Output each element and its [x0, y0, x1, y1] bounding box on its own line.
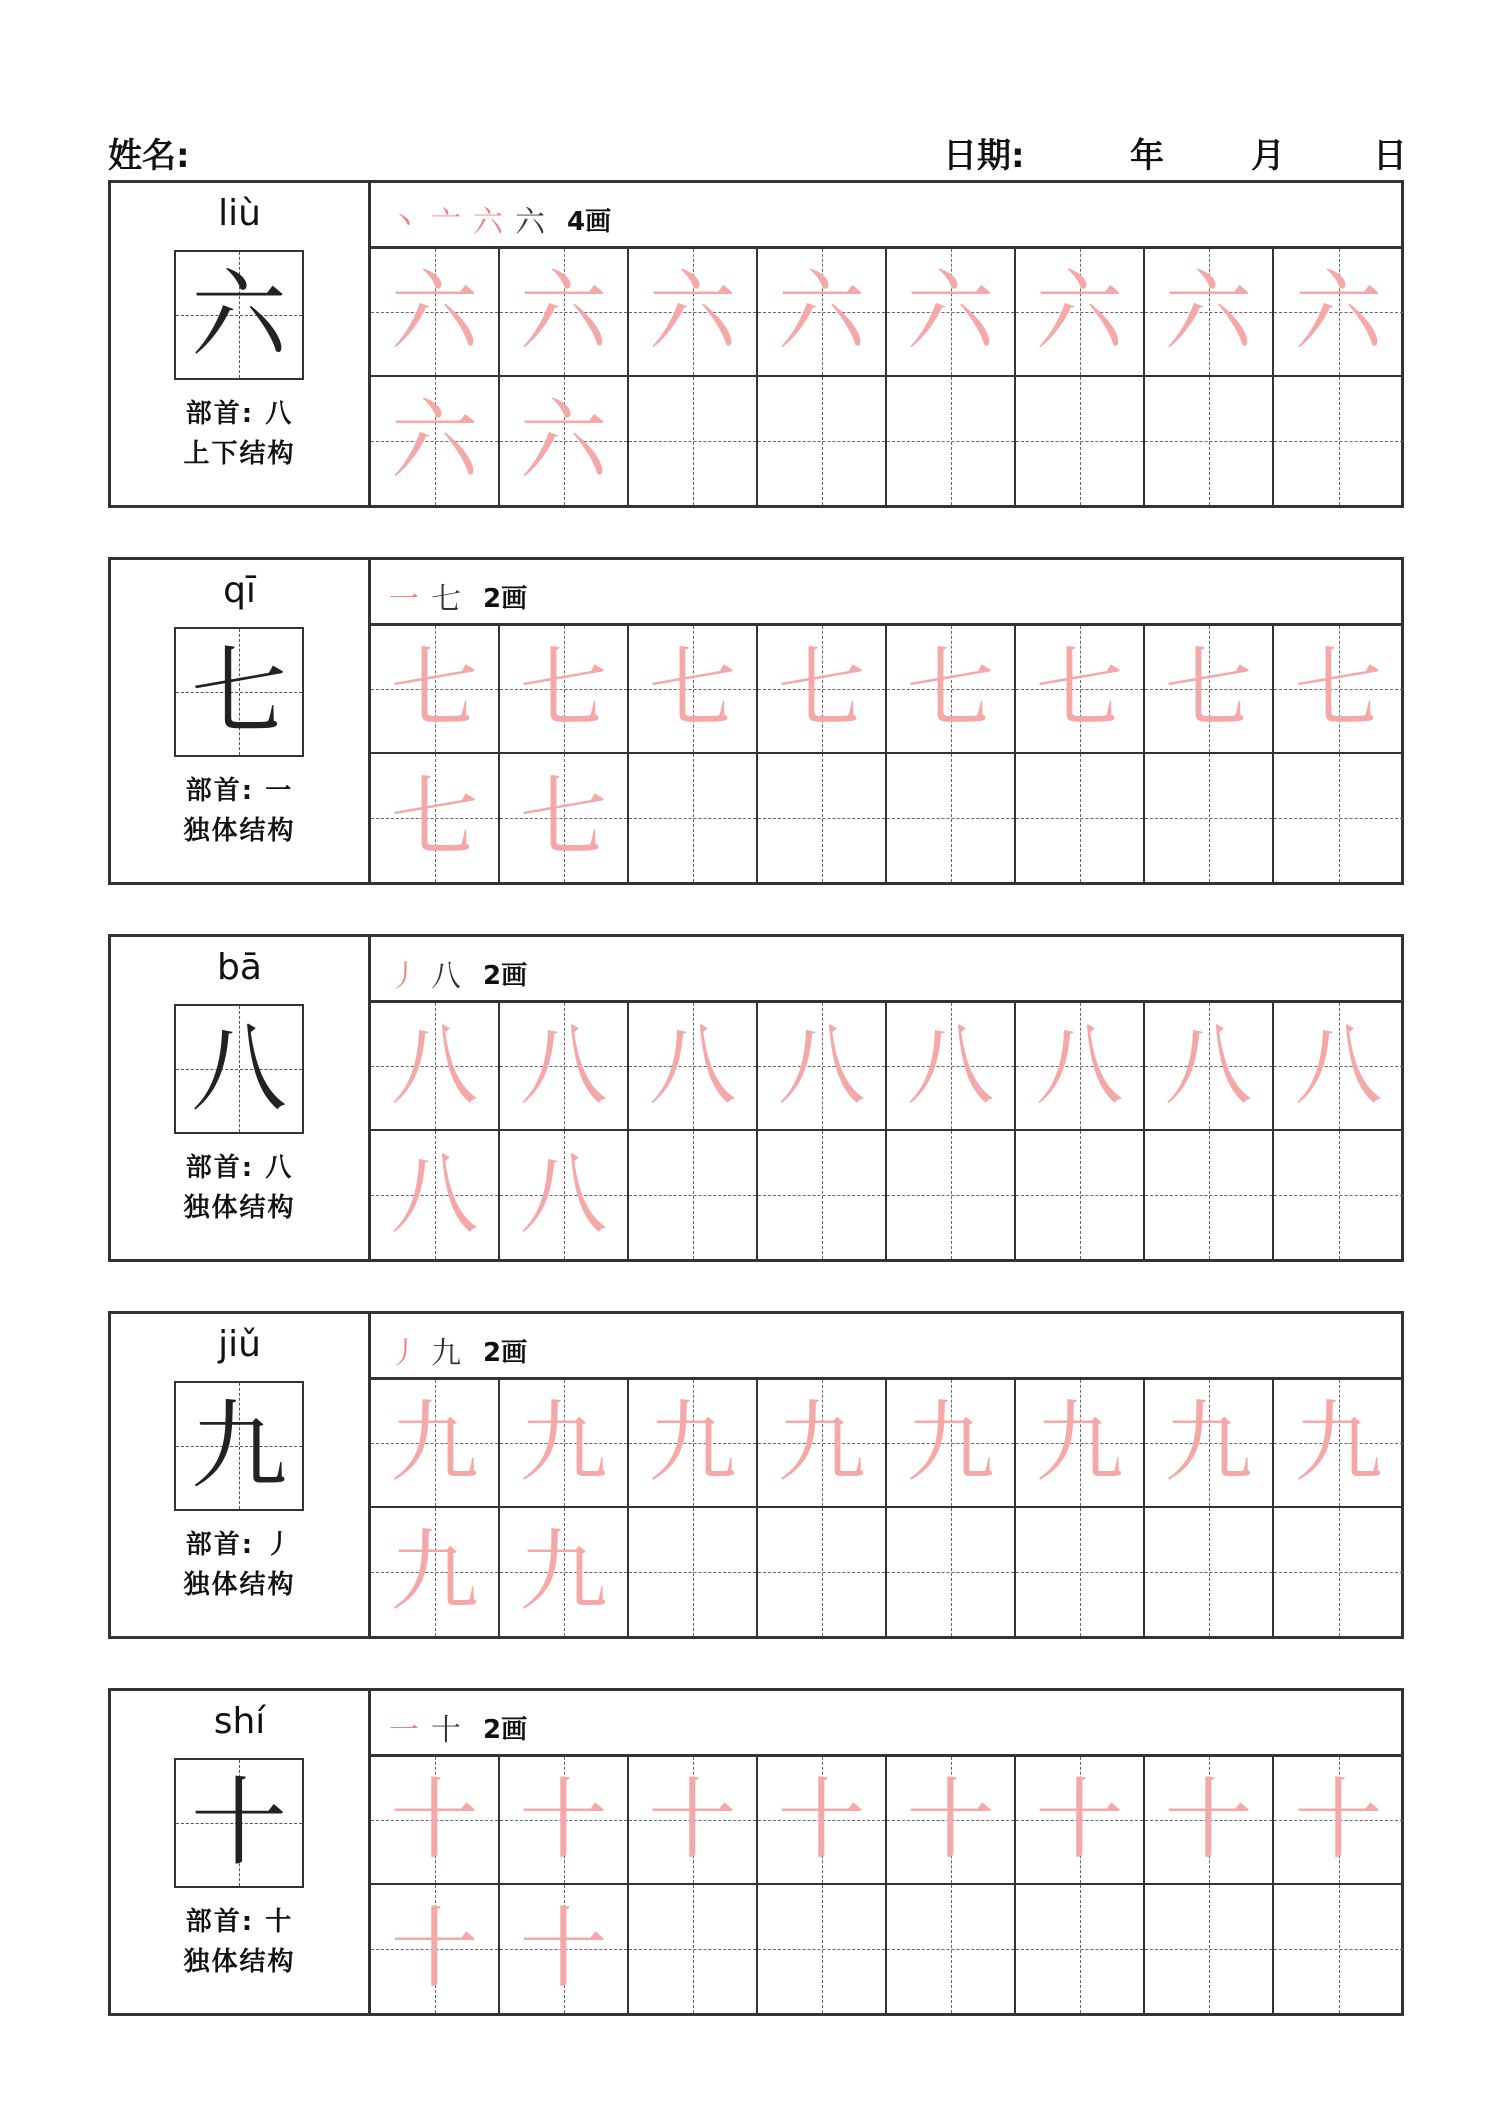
practice-panel: [371, 937, 1401, 1259]
writing-cell[interactable]: [1016, 1885, 1145, 2013]
trace-character: 十: [519, 1768, 608, 1871]
writing-cell[interactable]: [887, 1757, 1016, 1885]
stroke-order-row: [371, 937, 1401, 1003]
writing-cell[interactable]: [1274, 1885, 1403, 2013]
trace-character: 七: [906, 637, 995, 740]
trace-character: 七: [1035, 637, 1124, 740]
trace-character: 九: [390, 1520, 479, 1623]
structure-label: 独体结构: [183, 816, 296, 846]
practice-panel: [371, 1314, 1401, 1636]
trace-character: 九: [1164, 1391, 1253, 1494]
practice-panel: [371, 1691, 1401, 2013]
stroke-order-row: [371, 183, 1401, 249]
stroke-step: 九: [431, 1336, 461, 1371]
writing-cell[interactable]: [1016, 1380, 1145, 1508]
stroke-step: 丿: [389, 1336, 419, 1371]
writing-cell[interactable]: [1145, 754, 1274, 882]
trace-character: 六: [390, 260, 479, 363]
model-character: 七: [191, 636, 287, 748]
pinyin: liù: [218, 193, 261, 234]
trace-character: 六: [648, 260, 737, 363]
stroke-order-row: [371, 560, 1401, 626]
trace-character: 十: [648, 1768, 737, 1871]
writing-cell[interactable]: [500, 1757, 629, 1885]
trace-character: 八: [519, 1143, 608, 1246]
trace-character: 六: [1035, 260, 1124, 363]
writing-cell[interactable]: [1016, 1757, 1145, 1885]
character-block: [108, 1311, 1404, 1639]
trace-character: 六: [519, 389, 608, 492]
trace-character: 九: [390, 1391, 479, 1494]
character-block: [108, 934, 1404, 1262]
structure-label: 上下结构: [183, 439, 296, 469]
writing-cell[interactable]: [1016, 377, 1145, 505]
model-character: 八: [191, 1013, 287, 1125]
writing-cell[interactable]: [758, 1757, 887, 1885]
stroke-step: 六: [473, 205, 503, 240]
trace-character: 八: [906, 1014, 995, 1117]
writing-cell[interactable]: [1145, 1508, 1274, 1636]
trace-character: 十: [390, 1768, 479, 1871]
trace-character: 九: [1035, 1391, 1124, 1494]
writing-cell[interactable]: [887, 377, 1016, 505]
writing-grid: [371, 1757, 1401, 2013]
trace-character: 十: [519, 1897, 608, 2000]
writing-cell[interactable]: [758, 754, 887, 882]
stroke-count: 2画: [483, 583, 528, 614]
writing-cell[interactable]: [887, 1131, 1016, 1259]
trace-character: 八: [390, 1014, 479, 1117]
writing-cell[interactable]: [1016, 1003, 1145, 1131]
writing-cell[interactable]: [1016, 754, 1145, 882]
writing-cell[interactable]: [1016, 1131, 1145, 1259]
character-block: [108, 1688, 1404, 2016]
writing-cell[interactable]: [371, 1380, 500, 1508]
writing-cell[interactable]: [371, 377, 500, 505]
stroke-step: 一: [389, 582, 419, 617]
trace-character: 十: [906, 1768, 995, 1871]
trace-character: 九: [519, 1520, 608, 1623]
model-character-box: [174, 627, 304, 757]
character-info-panel: [111, 1691, 371, 2013]
stroke-count: 2画: [483, 1337, 528, 1368]
character-block: [108, 180, 1404, 508]
model-character-box: [174, 1381, 304, 1511]
stroke-step: 八: [431, 959, 461, 994]
writing-cell[interactable]: [1274, 1003, 1403, 1131]
writing-cell[interactable]: [1145, 1003, 1274, 1131]
writing-cell[interactable]: [629, 1131, 758, 1259]
writing-cell[interactable]: [758, 1131, 887, 1259]
writing-cell[interactable]: [758, 1003, 887, 1131]
writing-grid: [371, 1380, 1401, 1636]
stroke-count: 4画: [567, 206, 612, 237]
structure-label: 独体结构: [183, 1947, 296, 1977]
writing-cell[interactable]: [629, 377, 758, 505]
pinyin: shí: [213, 1701, 266, 1742]
writing-cell[interactable]: [758, 377, 887, 505]
stroke-step: 丿: [389, 959, 419, 994]
writing-cell[interactable]: [629, 754, 758, 882]
writing-cell[interactable]: [1274, 1380, 1403, 1508]
stroke-step: 亠: [431, 205, 461, 240]
writing-cell[interactable]: [629, 1003, 758, 1131]
trace-character: 七: [390, 637, 479, 740]
stroke-count: 2画: [483, 960, 528, 991]
writing-cell[interactable]: [1145, 1757, 1274, 1885]
writing-cell[interactable]: [500, 1380, 629, 1508]
writing-cell[interactable]: [500, 626, 629, 754]
stroke-step: 七: [431, 582, 461, 617]
writing-cell[interactable]: [1274, 626, 1403, 754]
trace-character: 八: [777, 1014, 866, 1117]
writing-cell[interactable]: [371, 754, 500, 882]
writing-cell[interactable]: [500, 754, 629, 882]
writing-cell[interactable]: [1274, 1131, 1403, 1259]
writing-cell[interactable]: [887, 1380, 1016, 1508]
trace-character: 十: [390, 1897, 479, 2000]
trace-character: 九: [648, 1391, 737, 1494]
writing-cell[interactable]: [629, 1508, 758, 1636]
model-character-box: [174, 1004, 304, 1134]
writing-cell[interactable]: [1274, 249, 1403, 377]
writing-cell[interactable]: [1016, 249, 1145, 377]
writing-cell[interactable]: [1274, 1508, 1403, 1636]
structure-label: 独体结构: [183, 1193, 296, 1223]
character-info-panel: [111, 560, 371, 882]
trace-character: 六: [519, 260, 608, 363]
writing-cell[interactable]: [758, 626, 887, 754]
radical-label: 部首: 丿: [185, 1530, 294, 1560]
year-label: 年: [1130, 136, 1164, 176]
trace-character: 七: [777, 637, 866, 740]
stroke-order-row: [371, 1691, 1401, 1757]
trace-character: 八: [390, 1143, 479, 1246]
trace-character: 六: [1294, 260, 1383, 363]
writing-cell[interactable]: [500, 249, 629, 377]
writing-cell[interactable]: [500, 1885, 629, 2013]
worksheet-header: [108, 128, 1407, 178]
writing-cell[interactable]: [371, 626, 500, 754]
writing-grid: [371, 249, 1401, 505]
trace-character: 九: [1294, 1391, 1383, 1494]
writing-cell[interactable]: [887, 1508, 1016, 1636]
character-info-panel: [111, 937, 371, 1259]
writing-cell[interactable]: [758, 249, 887, 377]
writing-cell[interactable]: [1016, 1508, 1145, 1636]
writing-cell[interactable]: [1274, 377, 1403, 505]
day-label: 日: [1373, 136, 1407, 176]
radical-label: 部首: 十: [185, 1907, 294, 1937]
trace-character: 七: [519, 766, 608, 869]
stroke-step: 丶: [389, 205, 419, 240]
structure-label: 独体结构: [183, 1570, 296, 1600]
model-character: 六: [191, 259, 287, 371]
writing-grid: [371, 1003, 1401, 1259]
writing-cell[interactable]: [887, 249, 1016, 377]
writing-cell[interactable]: [1274, 1757, 1403, 1885]
writing-cell[interactable]: [1274, 754, 1403, 882]
writing-cell[interactable]: [629, 626, 758, 754]
writing-cell[interactable]: [371, 1003, 500, 1131]
writing-cell[interactable]: [887, 754, 1016, 882]
pinyin: bā: [217, 947, 262, 988]
radical-label: 部首: 八: [185, 1153, 294, 1183]
writing-cell[interactable]: [500, 377, 629, 505]
trace-character: 七: [390, 766, 479, 869]
writing-cell[interactable]: [371, 1757, 500, 1885]
writing-cell[interactable]: [887, 1003, 1016, 1131]
writing-cell[interactable]: [887, 1885, 1016, 2013]
writing-cell[interactable]: [629, 249, 758, 377]
trace-character: 八: [1035, 1014, 1124, 1117]
trace-character: 六: [390, 389, 479, 492]
trace-character: 七: [648, 637, 737, 740]
writing-cell[interactable]: [371, 1508, 500, 1636]
trace-character: 九: [777, 1391, 866, 1494]
model-character-box: [174, 1758, 304, 1888]
writing-cell[interactable]: [1145, 377, 1274, 505]
writing-cell[interactable]: [887, 626, 1016, 754]
stroke-step: 六: [515, 205, 545, 240]
stroke-count: 2画: [483, 1714, 528, 1745]
writing-grid: [371, 626, 1401, 882]
pinyin: jiǔ: [218, 1324, 261, 1365]
model-character-box: [174, 250, 304, 380]
model-character: 九: [191, 1390, 287, 1502]
name-label: 姓名:: [108, 136, 190, 176]
writing-cell[interactable]: [500, 1508, 629, 1636]
radical-label: 部首: 八: [185, 399, 294, 429]
writing-cell[interactable]: [629, 1885, 758, 2013]
date-label: 日期:: [943, 136, 1025, 176]
trace-character: 七: [1294, 637, 1383, 740]
writing-cell[interactable]: [371, 249, 500, 377]
stroke-step: 一: [389, 1713, 419, 1748]
stroke-step: 十: [431, 1713, 461, 1748]
stroke-order-row: [371, 1314, 1401, 1380]
writing-cell[interactable]: [629, 1380, 758, 1508]
radical-label: 部首: 一: [185, 776, 294, 806]
character-block: [108, 557, 1404, 885]
writing-cell[interactable]: [500, 1131, 629, 1259]
writing-cell[interactable]: [1145, 1131, 1274, 1259]
pinyin: qī: [223, 570, 256, 611]
writing-cell[interactable]: [1145, 626, 1274, 754]
writing-cell[interactable]: [1145, 1380, 1274, 1508]
trace-character: 七: [519, 637, 608, 740]
writing-cell[interactable]: [1145, 249, 1274, 377]
trace-character: 六: [1164, 260, 1253, 363]
practice-panel: [371, 560, 1401, 882]
trace-character: 八: [1294, 1014, 1383, 1117]
writing-cell[interactable]: [629, 1757, 758, 1885]
trace-character: 十: [1035, 1768, 1124, 1871]
trace-character: 七: [1164, 637, 1253, 740]
writing-cell[interactable]: [758, 1508, 887, 1636]
trace-character: 九: [906, 1391, 995, 1494]
writing-cell[interactable]: [1016, 626, 1145, 754]
trace-character: 十: [777, 1768, 866, 1871]
trace-character: 十: [1294, 1768, 1383, 1871]
trace-character: 九: [519, 1391, 608, 1494]
trace-character: 八: [1164, 1014, 1253, 1117]
trace-character: 十: [1164, 1768, 1253, 1871]
character-info-panel: [111, 183, 371, 505]
trace-character: 六: [906, 260, 995, 363]
writing-cell[interactable]: [371, 1885, 500, 2013]
trace-character: 八: [519, 1014, 608, 1117]
character-info-panel: [111, 1314, 371, 1636]
writing-cell[interactable]: [500, 1003, 629, 1131]
practice-panel: [371, 183, 1401, 505]
model-character: 十: [191, 1767, 287, 1879]
writing-cell[interactable]: [1145, 1885, 1274, 2013]
writing-cell[interactable]: [371, 1131, 500, 1259]
month-label: 月: [1251, 136, 1285, 176]
trace-character: 八: [648, 1014, 737, 1117]
writing-cell[interactable]: [758, 1885, 887, 2013]
writing-cell[interactable]: [758, 1380, 887, 1508]
trace-character: 六: [777, 260, 866, 363]
